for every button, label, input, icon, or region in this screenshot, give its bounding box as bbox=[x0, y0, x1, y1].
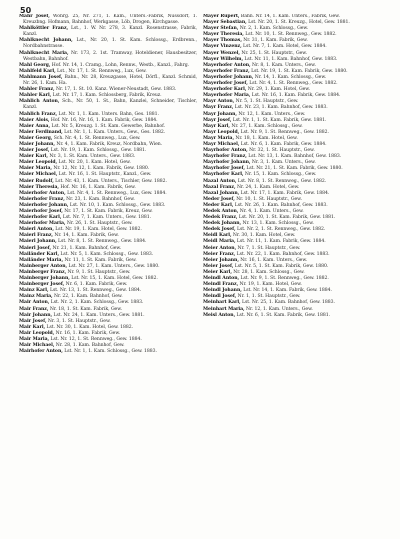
entry-name: Mainberger Josef, bbox=[19, 282, 65, 288]
entry-details: Nr. 14, 1. Kam. Schlossg., Gew. bbox=[253, 74, 327, 80]
entry-details: Nr. 5, 1. St. Hauptstr., Gew. bbox=[234, 99, 299, 105]
entry-name: Meder Karl, bbox=[203, 202, 234, 208]
entry-details: Lst. Nr. 26, 1. Kam. Bahnhof, Gew. 1883. bbox=[233, 202, 328, 208]
entry-details: Bahn., Nr. 28, Kreuzgasse, Hotel, Dörfl., Kanzl. Schmid, Nr. 26, 1. Kam. Ha. bbox=[23, 74, 197, 87]
entry-details: Nr. 26, 1. St. Hauptstr., Gew. bbox=[65, 221, 133, 227]
entry-details: Lst. Nr. 17, 1. Kam. Fabrik, Gew. 1884. bbox=[239, 190, 330, 196]
entry-details: Nr. 2, 1. Kam. Schlossg., Gew. bbox=[238, 26, 309, 32]
entry-details: Lst. Nr. 17, 1. Kam. Schlossberg, Fabrik, Kreuz. bbox=[51, 93, 162, 99]
entry-details: Nr. 12, Nr. 12, 1. Kam. Fabrik, Gew. 1880. bbox=[51, 166, 150, 172]
entry-details: Lst. Nr. 19, 1. St. Kam. Fabrik, Gew. 1880. bbox=[249, 68, 348, 74]
entry-name: Mayer Thomas, bbox=[203, 38, 242, 44]
directory-entry bbox=[19, 14, 197, 26]
entry-name: Medek Franz, bbox=[203, 215, 238, 221]
entry-name: Mayr Leopold, bbox=[203, 129, 240, 135]
entry-name: Maierhofer Johann, bbox=[19, 202, 69, 208]
entry-details: Hof. Nr. 16, Nr. 16, 1. Kam. Fabrik, Gew. 1884. bbox=[49, 117, 158, 123]
entry-details: Nr. 3, 1. St. Hauptstr., Gew. bbox=[46, 318, 111, 324]
entry-details: Lst. Nr. 10, 1. Kam. Schlossg., Gew. 1883. bbox=[68, 202, 166, 208]
entry-details: Hof. Nr. 16, 1. Kam. Fabrik, Gew. bbox=[58, 184, 136, 190]
entry-details: Lst. Nr. 7, 1. Kam. Hotel, Gew. 1884. bbox=[241, 44, 327, 50]
entry-name: Meder Josef, bbox=[203, 196, 235, 202]
entry-name: Maier Georg, bbox=[19, 135, 53, 141]
entry-details: Nr. 25, 1. St. Hauptstr., Gew. bbox=[239, 50, 308, 56]
entry-name: Mayerhofer Josef, bbox=[203, 81, 248, 87]
entry-name: Mazal Anton, bbox=[203, 178, 237, 184]
directory-entry bbox=[19, 26, 197, 38]
entry-details: Lst. Nr. 8, 1. St. Rennweg., Gew. 1884. bbox=[56, 239, 147, 245]
entry-details: Lst. Nr. 25, 1. Kam. Bahnhof, Gew. 1883. bbox=[240, 300, 335, 306]
entry-details: Sch., Nr. 50, 1. St., Bahn, Kanzlei, Schneider, Tischler, Kanzl. bbox=[23, 99, 197, 111]
entry-name: Mayr Maria, bbox=[203, 135, 235, 141]
entry-details: Lst. Nr. 24, 1. Kam. Unters., Gew. 1881. bbox=[52, 312, 145, 318]
entry-name: Mahlknecht Johann, bbox=[19, 38, 73, 44]
entry-name: Meindl Franz, bbox=[203, 282, 239, 288]
entry-details: Nr. 3, 1. St. Kam. Unters., Gew. 1883. bbox=[47, 154, 136, 160]
entry-details: Lst. Nr. 1, 1. Kam. Unters., Gew., Ges. 1882. bbox=[62, 129, 166, 135]
entry-details: Nr. 18, 1. Kam. Hotel, Gew. bbox=[234, 135, 298, 141]
entry-details: Lst. Nr. 7, 1. Kam. Unters., Gew. 1881. bbox=[61, 215, 151, 221]
entry-details: Nr. 6, 1. Kam. Fabrik, Gew. bbox=[64, 282, 128, 288]
entry-name: Maier Karl, bbox=[19, 154, 48, 160]
entry-details: Lst. Nr. 2, 1. Kam. Schlossg., Gew. 1883. bbox=[49, 300, 144, 306]
entry-details: Lst. Nr. 20, 1. St. Kam. Fabrik, Gew. 1881. bbox=[237, 215, 336, 221]
entry-details: Lst. Nr. 11, 1. Kam. Fabrik, Gew. 1884. bbox=[235, 239, 326, 245]
entry-name: Mahlknecht Maria, bbox=[19, 50, 69, 56]
entry-name: Maier Maria, bbox=[19, 166, 52, 172]
entry-details: Lst. Nr. 23, 1. Kam. Bahnhof, Gew. 1883. bbox=[233, 105, 328, 111]
entry-details: Nr. 29, 1. Kam. Hotel, Gew. bbox=[246, 87, 311, 93]
entry-name: Mayerhofer Anton, bbox=[203, 62, 251, 68]
entry-name: Mayer Sebastian, bbox=[203, 20, 247, 26]
entry-details: Nr. 17, 1. St. 10. Kanz. Wiener-Neustadt, Gew. 1883. bbox=[54, 87, 177, 93]
entry-details: Nr. 19, 1. Kam. Hotel, Gew. bbox=[238, 282, 302, 288]
entry-name: Meindl Johann, bbox=[203, 288, 242, 294]
entry-name: Maier Johann, bbox=[19, 141, 55, 147]
entry-name: Maier Josef, bbox=[19, 148, 50, 154]
entry-name: Mayr Anton, bbox=[203, 99, 235, 105]
entry-details: Lst. Nr. 9, 1. St. Rennweg., Gew. 1882. bbox=[239, 129, 329, 135]
entry-name: Mair Leopold, bbox=[19, 330, 55, 336]
entry-name: Meindl Josef, bbox=[203, 294, 237, 300]
entry-name: Mayrhofer Johann, bbox=[203, 160, 251, 166]
right-column bbox=[203, 14, 381, 532]
entry-details: Nr. 21, 1. Kam. Bahnhof, Gew. bbox=[51, 245, 122, 251]
directory-entry bbox=[19, 75, 197, 87]
entry-details: Lst. Nr. 27, 1. Kam. Unters., Gew. 1880. bbox=[67, 263, 160, 269]
entry-name: Mayrhofer Josef, bbox=[203, 166, 245, 172]
entry-name: Mayr Franz, bbox=[203, 105, 234, 111]
entry-name: Mayer Vinzenz, bbox=[203, 44, 242, 50]
entry-name: Mainberger Franz, bbox=[19, 269, 67, 275]
entry-details: Lst. Nr. 19, 1. Kam. Schlossg., Gew. 1881. bbox=[49, 148, 147, 154]
entry-details: Nr. 7, 1. St. Hauptstr., Gew. bbox=[236, 245, 301, 251]
entry-details: Nr. 3, 1. Kam. Unters., Gew. bbox=[250, 160, 316, 166]
entry-details: Nr. 16, 1. Kam. Unters., Gew. bbox=[238, 257, 308, 263]
entry-details: Lst. Nr. 13, 1. St. Rennweg., Gew. 1884. bbox=[48, 288, 142, 294]
entry-details: Lst. Nr. 13, 1. Kam. Bahnhof, Gew. 1883. bbox=[246, 154, 342, 160]
entry-name: Meidl Maria, bbox=[203, 239, 236, 245]
entry-name: Maier Alois, bbox=[19, 117, 50, 123]
entry-details: Lst. Nr. 43, 1. Kam. Unters., Tischler, Gew. 1882. bbox=[53, 178, 167, 184]
entry-details: Nr. 12, 1. Kam. Unters., Gew. bbox=[236, 111, 306, 117]
entry-details: Lst. Nr. 2, 1. St. Rennweg., Gew. 1882. bbox=[235, 227, 326, 233]
entry-name: Medek Johann, bbox=[203, 221, 242, 227]
entry-name: Medek Josef, bbox=[203, 227, 236, 233]
entry-details: Nr. 24, 1. Kam. Hotel, Gew. bbox=[235, 184, 300, 190]
entry-details: Wohrg. 25, Nr. 271, 1. Kam., Unters.-Fabrik, Nussdorf, 1. Kreuzbng. Hofmann, Bahnhof, Werkgasse, Löb, Drogen, Kirchgasse. bbox=[23, 14, 197, 26]
entry-name: Maierhofer Franz, bbox=[19, 196, 65, 202]
entry-name: Maierl Anton, bbox=[19, 227, 54, 233]
entry-details: Lst. Nr. 6, 1. St. Kam. Fabrik, Gew. 1881. bbox=[235, 312, 331, 318]
entry-name: Mahr Josef, bbox=[19, 14, 50, 19]
entry-name: Maier Michael, bbox=[19, 172, 58, 178]
entry-name: Maier Leopold, bbox=[19, 160, 58, 166]
entry-name: Meier Josef, bbox=[203, 263, 234, 269]
entry-name: Mayr Karl, bbox=[203, 123, 230, 129]
entry-details: Lst. Nr. 20, 1. St. Kreuzg., Hotel, Gew. 1881. bbox=[246, 20, 350, 26]
page-number: 50 bbox=[20, 6, 32, 15]
entry-name: Maierl Josef, bbox=[19, 245, 52, 251]
entry-details: Lst. Nr. 5, 1. Kam. Schlossg., Gew. 1883. bbox=[59, 251, 154, 257]
entry-name: Mair Franz, bbox=[19, 306, 49, 312]
entry-name: Mahlmann Josef, bbox=[19, 74, 63, 80]
entry-details: Lst. Nr. 16, 1. Kam. Fabrik, Gew. 1884. bbox=[250, 93, 341, 99]
entry-details: Lst. Nr. 5, Kreuzg. 1. St. Kam. Gewerbe, Bahnhof. bbox=[50, 123, 165, 129]
entry-name: Mayer Theresia, bbox=[203, 32, 244, 38]
entry-name: Mahlich Anton, bbox=[19, 99, 60, 105]
entry-details: Nr. 10, 1. St. Hauptstr., Gew. bbox=[234, 196, 302, 202]
entry-name: Mair Josef, bbox=[19, 318, 47, 324]
entry-name: Maier Anna, bbox=[19, 123, 51, 129]
entry-name: Meier Anton, bbox=[203, 245, 237, 251]
entry-details: Nr. 18, 1. St. Kam. Fabrik, Gew. bbox=[48, 306, 122, 312]
entry-details: Lst., Nr. 20, 1. St. Kam. Schlossg., Erdbrenn., Nordbahnstrasse. bbox=[23, 38, 197, 50]
entry-name: Mair Michael, bbox=[19, 343, 55, 349]
entry-name: Meidl Karl, bbox=[203, 233, 232, 239]
entry-details: Nr. 15, 1. Kam. Schlossg., Gew. bbox=[243, 172, 317, 178]
entry-name: Mailänder Maria, bbox=[19, 257, 64, 263]
entry-name: Mayrhofer Anton, bbox=[203, 148, 248, 154]
entry-details: Lst. Nr. 30, 1. Kam. Hotel, Gew. 1882. bbox=[45, 324, 134, 330]
entry-name: Maierl Franz, bbox=[19, 233, 53, 239]
entry-details: Lst. Nr. 15, 1. Kam. Hotel, Gew. 1882. bbox=[69, 276, 158, 282]
entry-details: Nr. 22, 1. Kam. Bahnhof, Gew. bbox=[52, 294, 123, 300]
entry-name: Mainz Karl, bbox=[19, 288, 49, 294]
entry-details: Lst. Nr. 21, 1. St. Kam. Fabrik, Gew. 1880. bbox=[244, 166, 343, 172]
entry-details: Lst. Nr. 1, 1. Kam. Unters. Bahn, Ges. 1881. bbox=[57, 111, 159, 117]
entry-name: Mair Anton, bbox=[19, 300, 50, 306]
entry-name: Mailänder Karl, bbox=[19, 251, 60, 257]
entry-details: Hof. Nr. 14, 1. Cramg., Lohn, Rennw., Westb., Kanzl., Fahrg. bbox=[50, 62, 190, 68]
entry-name: Mainberger Anton, bbox=[19, 263, 68, 269]
entry-details: Nr. 13, 1. Kam. Schlossg., Gew. bbox=[241, 221, 314, 227]
entry-details: Nr. 28, 1. Kam. Bahnhof, Gew. bbox=[54, 343, 125, 349]
entry-details: Lst. Nr. 5, 1. St. Kam. Fabrik, Gew. 1880. bbox=[233, 263, 329, 269]
entry-name: Maier Ferdinand, bbox=[19, 129, 63, 135]
entry-details: Nr. 17, 1. St. Kam. Fabrik, Kreuz, Gew. bbox=[62, 209, 153, 214]
entry-details: Nr. 27, 1. Kam. Schlossg., Gew. bbox=[229, 123, 303, 129]
directory-entry bbox=[203, 313, 381, 319]
entry-name: Maierl Johann, bbox=[19, 239, 57, 245]
left-column bbox=[19, 14, 197, 532]
entry-name: Mahlfeld Karl, bbox=[19, 68, 56, 74]
entry-name: Mayr Michael, bbox=[203, 141, 240, 147]
directory-entry bbox=[19, 38, 197, 50]
entry-details: Nr. 173, 2. 1st. Tramway, Hoteldiener, Hausbesitzer, Westbahn, Bahnhof. bbox=[23, 50, 197, 62]
entry-name: Maierhofer Karl, bbox=[19, 215, 62, 221]
entry-name: Mair Maria, bbox=[19, 336, 50, 342]
entry-name: Mayerhofer Maria, bbox=[203, 93, 251, 99]
entry-name: Mahlköttler Franz, bbox=[19, 26, 69, 32]
entry-details: Nr. 4, 1. Kam. Unters., Gew. bbox=[238, 209, 304, 214]
entry-name: Mahler Karl, bbox=[19, 93, 52, 99]
entry-details: Lst. Nr. 4, 1. St. Rennweg., Gew. 1882. bbox=[247, 81, 338, 87]
entry-name: Mainberger Johann, bbox=[19, 276, 70, 282]
entry-details: Lst. Nr. 16, 1. St. Hauptstr., Kanzl., Gew. bbox=[57, 172, 152, 178]
entry-details: Nr. 12, 1. Kam. Unters., Gew. bbox=[244, 306, 313, 312]
entry-name: Mazal Johann, bbox=[203, 190, 240, 196]
entry-details: Nr. 28, 1. Kam. Schlossg., Gew. bbox=[231, 269, 305, 275]
entry-name: Maierhofer Anton, bbox=[19, 190, 66, 196]
entry-details: Nr. 1, 1. St. Hauptstr., Gew. bbox=[236, 294, 301, 300]
entry-name: Mayr Johann, bbox=[203, 111, 237, 117]
entry-name: Meier Franz, bbox=[203, 251, 236, 257]
entry-details: Lst. Nr. 9, 1. St. Rennweg., Gew. 1882. bbox=[239, 276, 329, 282]
entry-details: Nr. 16, 1. Kam. Fabrik, Gew. bbox=[54, 330, 121, 336]
entry-name: Mahlich Franz, bbox=[19, 111, 58, 117]
directory-entry bbox=[19, 99, 197, 111]
entry-name: Medek Anton, bbox=[203, 209, 239, 214]
entry-details: Nr. 11, 1. St. Kam. Fabrik, Gew. bbox=[63, 257, 137, 263]
entry-name: Mayr Josef, bbox=[203, 117, 232, 123]
entry-name: Mayerhofer Johann, bbox=[203, 74, 254, 80]
entry-name: Maierhofer Josef, bbox=[19, 209, 63, 214]
entry-name: Mahl Georg, bbox=[19, 62, 51, 68]
entry-name: Mayrhofer Franz, bbox=[203, 154, 247, 160]
entry-details: Bahn. Nr. 14, 1. Kam. Unters., Fabrik, Gew. bbox=[239, 14, 340, 19]
entry-name: Mainz Maria, bbox=[19, 294, 53, 300]
entry-details: Nr. 4, 1. Kam. Fabrik, Kreuz, Nordbahn, Wien. bbox=[54, 141, 163, 147]
entry-name: Mairhofer Anton, bbox=[19, 349, 63, 355]
entry-details: Lst. Nr. 20, 1. Kam. Hotel, Gew. bbox=[57, 160, 131, 166]
entry-details: Lst., 1. W. Nr. 278, 3. Kanzl. Rosenstrasse, Fabrik, Kanzl. bbox=[23, 26, 197, 38]
entry-name: Mayerhofer Franz, bbox=[203, 68, 250, 74]
entry-details: Nr. 30, 1. Kam. Hotel, Gew. bbox=[231, 233, 296, 239]
entry-details: Sch. Nr. 4, 1. St. Rennweg., Lux, Gew. bbox=[52, 135, 141, 141]
entry-name: Meier Johann, bbox=[203, 257, 239, 263]
entry-details: Nr. 23, 1. Kam. Bahnhof, Gew. bbox=[64, 196, 135, 202]
entry-details: Nr. 14, 1. Kam. Fabrik, Gew. bbox=[52, 233, 119, 239]
entry-details: Lst. Nr. 11, 1. Kam. Bahnhof, Gew. 1883. bbox=[243, 56, 338, 62]
entry-name: Mair Johann, bbox=[19, 312, 53, 318]
entry-details: Lst. Nr. 22, 1. Kam. Bahnhof, Gew. 1883. bbox=[235, 251, 330, 257]
entry-name: Mayer Wilhelm, bbox=[203, 56, 244, 62]
entry-name: Mayer Stefan, bbox=[203, 26, 239, 32]
entry-name: Maier Rudolf, bbox=[19, 178, 54, 184]
entry-details: Nr. 32, 1. St. Hauptstr., Gew. bbox=[247, 148, 315, 154]
directory-entry bbox=[19, 51, 197, 63]
entry-details: Nr. 8, 1. Kam. Unters., Gew. bbox=[250, 62, 316, 68]
entry-name: Mayer Wenzel, bbox=[203, 50, 240, 56]
entry-name: Maier Theresia, bbox=[19, 184, 59, 190]
entry-details: Lst. Nr. 8, 1. St. Rennweg., Gew. 1882. bbox=[236, 178, 327, 184]
entry-name: Meisl Anton, bbox=[203, 312, 236, 318]
entry-details: Lst. Nr. 4, 1. St. Rennweg., Lux, Gew. 1884. bbox=[65, 190, 167, 196]
entry-name: Meinhart Karl, bbox=[203, 300, 241, 306]
entry-name: Mayrhofer Karl, bbox=[203, 172, 244, 178]
entry-name: Mayer Rupert, bbox=[203, 14, 240, 19]
entry-details: Lst. Nr. 12, 1. St. Rennweg., Gew. 1884. bbox=[49, 336, 142, 342]
entry-name: Maierhofer Maria, bbox=[19, 221, 66, 227]
entry-details: Lst. Nr. 10, 1. St. Rennweg., Gew. 1882. bbox=[243, 32, 337, 38]
entry-name: Mahler Franz, bbox=[19, 87, 55, 93]
entry-name: Mayerhofer Karl, bbox=[203, 87, 247, 93]
entry-details: Lst. Nr. 1, 1. Kam. Schlossg., Gew. 1883. bbox=[62, 349, 157, 355]
entry-name: Mazal Franz, bbox=[203, 184, 236, 190]
directory-entry bbox=[19, 349, 197, 355]
entry-details: Lst. Nr. 1, 1. St. Kam. Fabrik, Gew. 1881. bbox=[231, 117, 327, 123]
entry-name: Meier Karl, bbox=[203, 269, 232, 275]
entry-name: Meindl Anton, bbox=[203, 276, 240, 282]
entry-details: Lst. Nr. 6, 1. Kam. Fabrik, Gew. 1884. bbox=[239, 141, 327, 147]
entry-details: Nr. 31, 1. Kam. Fabrik, Gew. bbox=[241, 38, 308, 44]
entry-details: Nr. 9, 1. St. Hauptstr., Gew. bbox=[66, 269, 131, 275]
entry-name: Mair Karl, bbox=[19, 324, 46, 330]
entry-details: Lst. Nr. 19, 1. Kam. Hotel, Gew. 1882. bbox=[53, 227, 142, 233]
entry-details: Lst., Nr. 17, 1. St. Rennweg., Lux, Gew. bbox=[55, 68, 147, 74]
entry-details: Lst. Nr. 14, 1. Kam. Fabrik, Gew. 1884. bbox=[241, 288, 332, 294]
entry-name: Meinhart Maria, bbox=[203, 306, 245, 312]
